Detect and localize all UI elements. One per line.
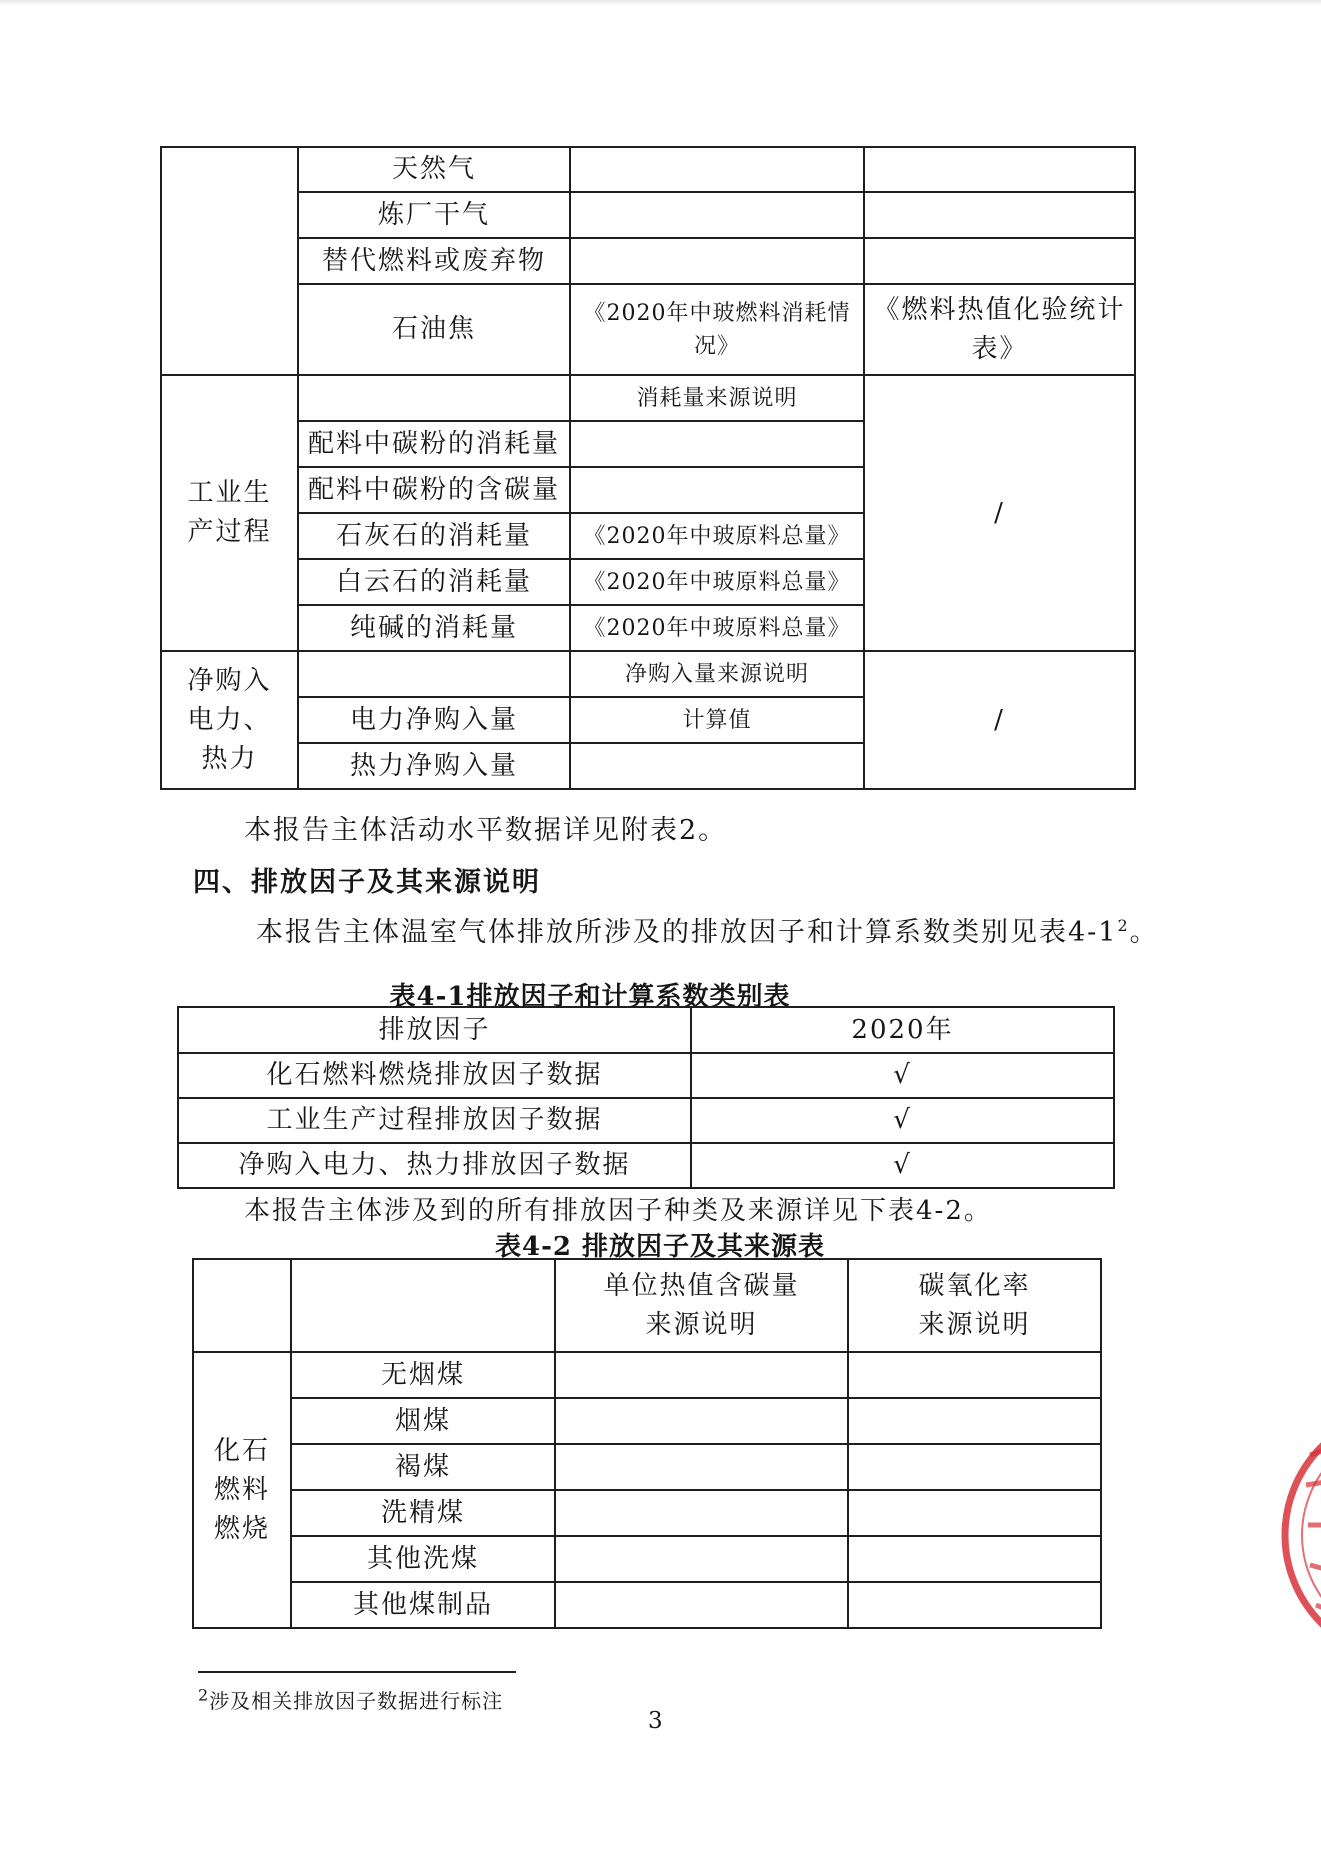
check-mark: √ [691, 1143, 1114, 1188]
blank-header-cell [298, 651, 570, 697]
footnote-mark: 2 [198, 1685, 210, 1705]
section-heading: 四、排放因子及其来源说明 [193, 867, 541, 898]
coal-type: 洗精煤 [291, 1490, 555, 1536]
table41-header-year: 2020年 [691, 1007, 1114, 1053]
industrial-source: 《2020年中玻原料总量》 [570, 559, 864, 605]
oxidation-rate-cell [848, 1582, 1101, 1628]
blank-header-cell [291, 1259, 555, 1352]
blank-category-cell [161, 147, 298, 375]
header-line: 来源说明 [645, 1309, 758, 1340]
activity-data-note: 本报告主体活动水平数据详见附表2。 [244, 815, 728, 846]
fuel-heat-source [864, 147, 1135, 192]
table42-caption: 表4-2 排放因子及其来源表 [494, 1232, 826, 1262]
footnote-text: 涉及相关排放因子数据进行标注 [209, 1689, 504, 1713]
footnote [198, 1685, 503, 1714]
factor-name: 净购入电力、热力排放因子数据 [178, 1143, 691, 1188]
header-line: 单位热值含碳量 [603, 1270, 800, 1301]
fuel-source [570, 238, 864, 284]
oxidation-rate-cell [848, 1536, 1101, 1582]
carbon-content-cell [555, 1398, 848, 1444]
fuel-name: 石油焦 [298, 284, 570, 375]
header-line: 碳氧化率 [918, 1270, 1031, 1301]
table41-caption: 表4-1排放因子和计算系数类别表 [389, 982, 791, 1012]
industrial-item: 配料中碳粉的消耗量 [298, 421, 570, 467]
fuel-name: 替代燃料或废弃物 [298, 238, 570, 284]
company-seal-stamp [1270, 1385, 1321, 1685]
factor-source-table [192, 1258, 1102, 1629]
purchased-category: 净购入电力、热力 [161, 651, 298, 789]
industrial-category: 工业生产过程 [161, 375, 298, 651]
oxidation-rate-cell [848, 1490, 1101, 1536]
fuel-source [570, 192, 864, 238]
industrial-source: 《2020年中玻原料总量》 [570, 605, 864, 651]
check-mark: √ [691, 1053, 1114, 1098]
industrial-item: 纯碱的消耗量 [298, 605, 570, 651]
fuel-source [570, 147, 864, 192]
oxidation-rate-cell [848, 1398, 1101, 1444]
purchased-item: 电力净购入量 [298, 697, 570, 743]
oxidation-rate-cell [848, 1444, 1101, 1490]
carbon-content-cell [555, 1490, 848, 1536]
carbon-content-cell [555, 1536, 848, 1582]
purchased-item: 热力净购入量 [298, 743, 570, 789]
coal-type: 其他洗煤 [291, 1536, 555, 1582]
check-mark: √ [691, 1098, 1114, 1143]
intro-text: 本报告主体温室气体排放所涉及的排放因子和计算系数类别见表4-1 [256, 917, 1118, 948]
not-applicable-mark: / [864, 651, 1135, 789]
table41-header-factor: 排放因子 [178, 1007, 691, 1053]
factor-name: 化石燃料燃烧排放因子数据 [178, 1053, 691, 1098]
fuel-name: 天然气 [298, 147, 570, 192]
coal-type: 其他煤制品 [291, 1582, 555, 1628]
industrial-source [570, 421, 864, 467]
fuel-source: 《2020年中玻燃料消耗情况》 [570, 284, 864, 375]
carbon-content-header [555, 1259, 848, 1352]
purchased-source [570, 743, 864, 789]
footnote-divider [198, 1671, 516, 1673]
industrial-source [570, 467, 864, 513]
factor-category-table [177, 1006, 1115, 1189]
factor-name: 工业生产过程排放因子数据 [178, 1098, 691, 1143]
fuel-heat-source: 《燃料热值化验统计表》 [864, 284, 1135, 375]
header-line: 来源说明 [918, 1309, 1031, 1340]
factor-source-intro: 本报告主体涉及到的所有排放因子种类及来源详见下表4-2。 [244, 1196, 992, 1226]
coal-type: 褐煤 [291, 1444, 555, 1490]
not-applicable-mark: / [864, 375, 1135, 651]
industrial-item: 配料中碳粉的含碳量 [298, 467, 570, 513]
industrial-item: 石灰石的消耗量 [298, 513, 570, 559]
coal-type: 无烟煤 [291, 1352, 555, 1398]
fuel-name: 炼厂干气 [298, 192, 570, 238]
fuel-heat-source [864, 238, 1135, 284]
page-number: 3 [648, 1708, 663, 1734]
carbon-content-cell [555, 1444, 848, 1490]
purchased-source-header: 净购入量来源说明 [570, 651, 864, 697]
blank-corner-cell [193, 1259, 291, 1352]
fuel-heat-source [864, 192, 1135, 238]
carbon-content-cell [555, 1352, 848, 1398]
consumption-source-header: 消耗量来源说明 [570, 375, 864, 421]
fossil-category: 化石燃料燃烧 [193, 1352, 291, 1628]
carbon-content-cell [555, 1582, 848, 1628]
emission-factor-intro [256, 910, 1159, 949]
coal-type: 烟煤 [291, 1398, 555, 1444]
oxidation-rate-cell [848, 1352, 1101, 1398]
footnote-ref: 2 [1117, 916, 1130, 935]
industrial-source: 《2020年中玻原料总量》 [570, 513, 864, 559]
activity-data-table [160, 146, 1136, 790]
industrial-item: 白云石的消耗量 [298, 559, 570, 605]
intro-end: 。 [1129, 917, 1159, 948]
oxidation-rate-header [848, 1259, 1101, 1352]
blank-header-cell [298, 375, 570, 421]
purchased-source: 计算值 [570, 697, 864, 743]
